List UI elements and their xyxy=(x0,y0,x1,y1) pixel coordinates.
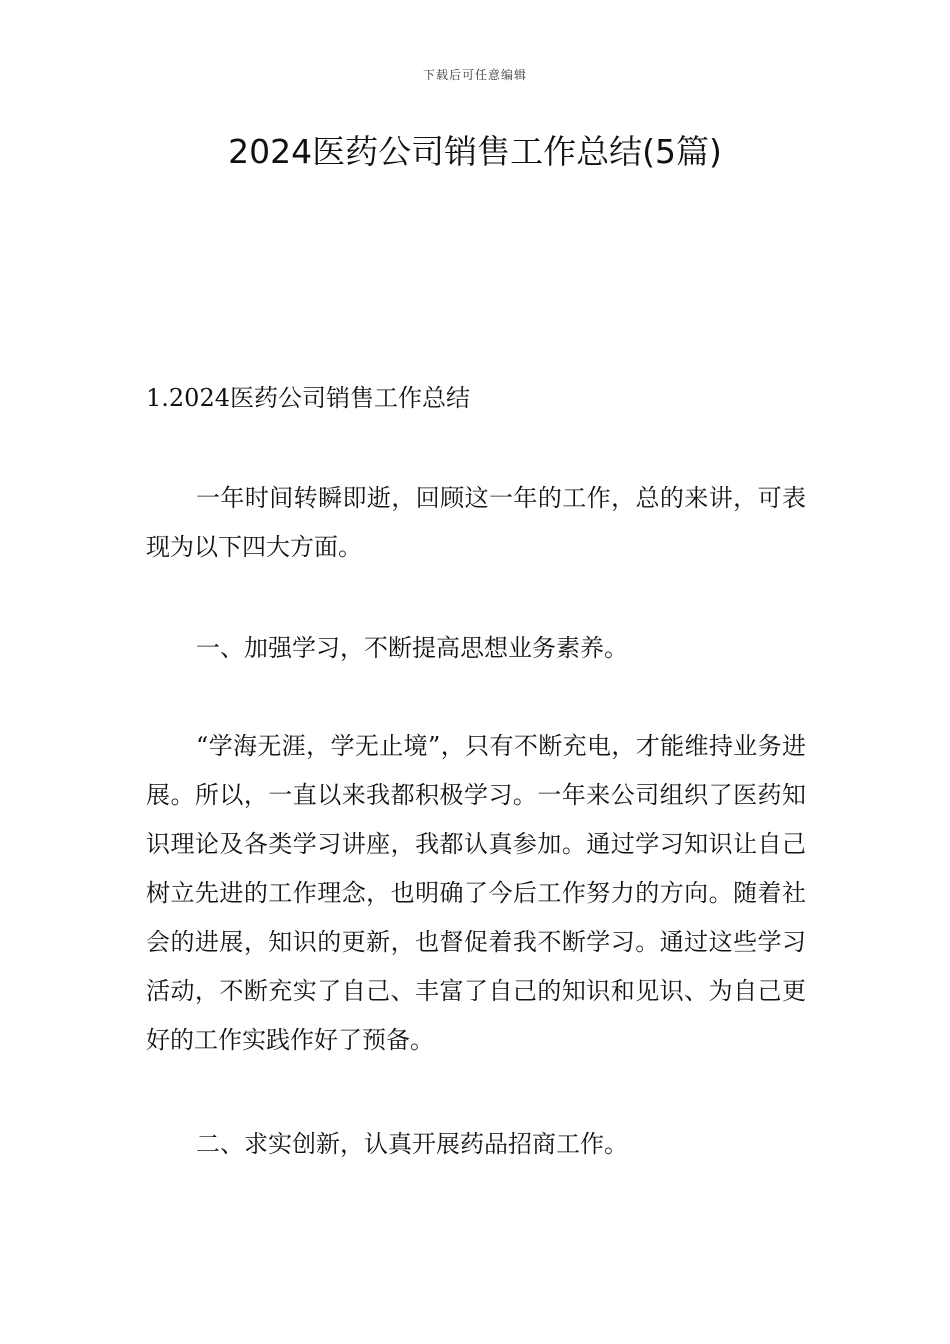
paragraph-learning: “学海无涯，学无止境”，只有不断充电，才能维持业务进展。所以，一直以来我都积极学习。一年来公司组织了医药知识理论及各类学习讲座，我都认真参加。通过学习知识让自己树立先进的工作理念，也明确了今后工作努力的方向。随着社会的进展，知识的更新，也督促着我不断学习。通过这些学习活动，不断充实了自己、丰富了自己的知识和见识、为自己更好的工作实践作好了预备。 xyxy=(146,732,806,1054)
document-title: 2024医药公司销售工作总结(5篇) xyxy=(228,132,722,171)
header-note: 下载后可任意编辑 xyxy=(422,68,527,82)
paragraph-point-one: 一、加强学习，不断提高思想业务素养。 xyxy=(196,634,628,662)
paragraph-point-two: 二、求实创新，认真开展药品招商工作。 xyxy=(196,1130,628,1158)
section-heading: 1.2024医药公司销售工作总结 xyxy=(146,384,470,412)
paragraph-intro: 一年时间转瞬即逝，回顾这一年的工作，总的来讲，可表现为以下四大方面。 xyxy=(146,484,806,561)
